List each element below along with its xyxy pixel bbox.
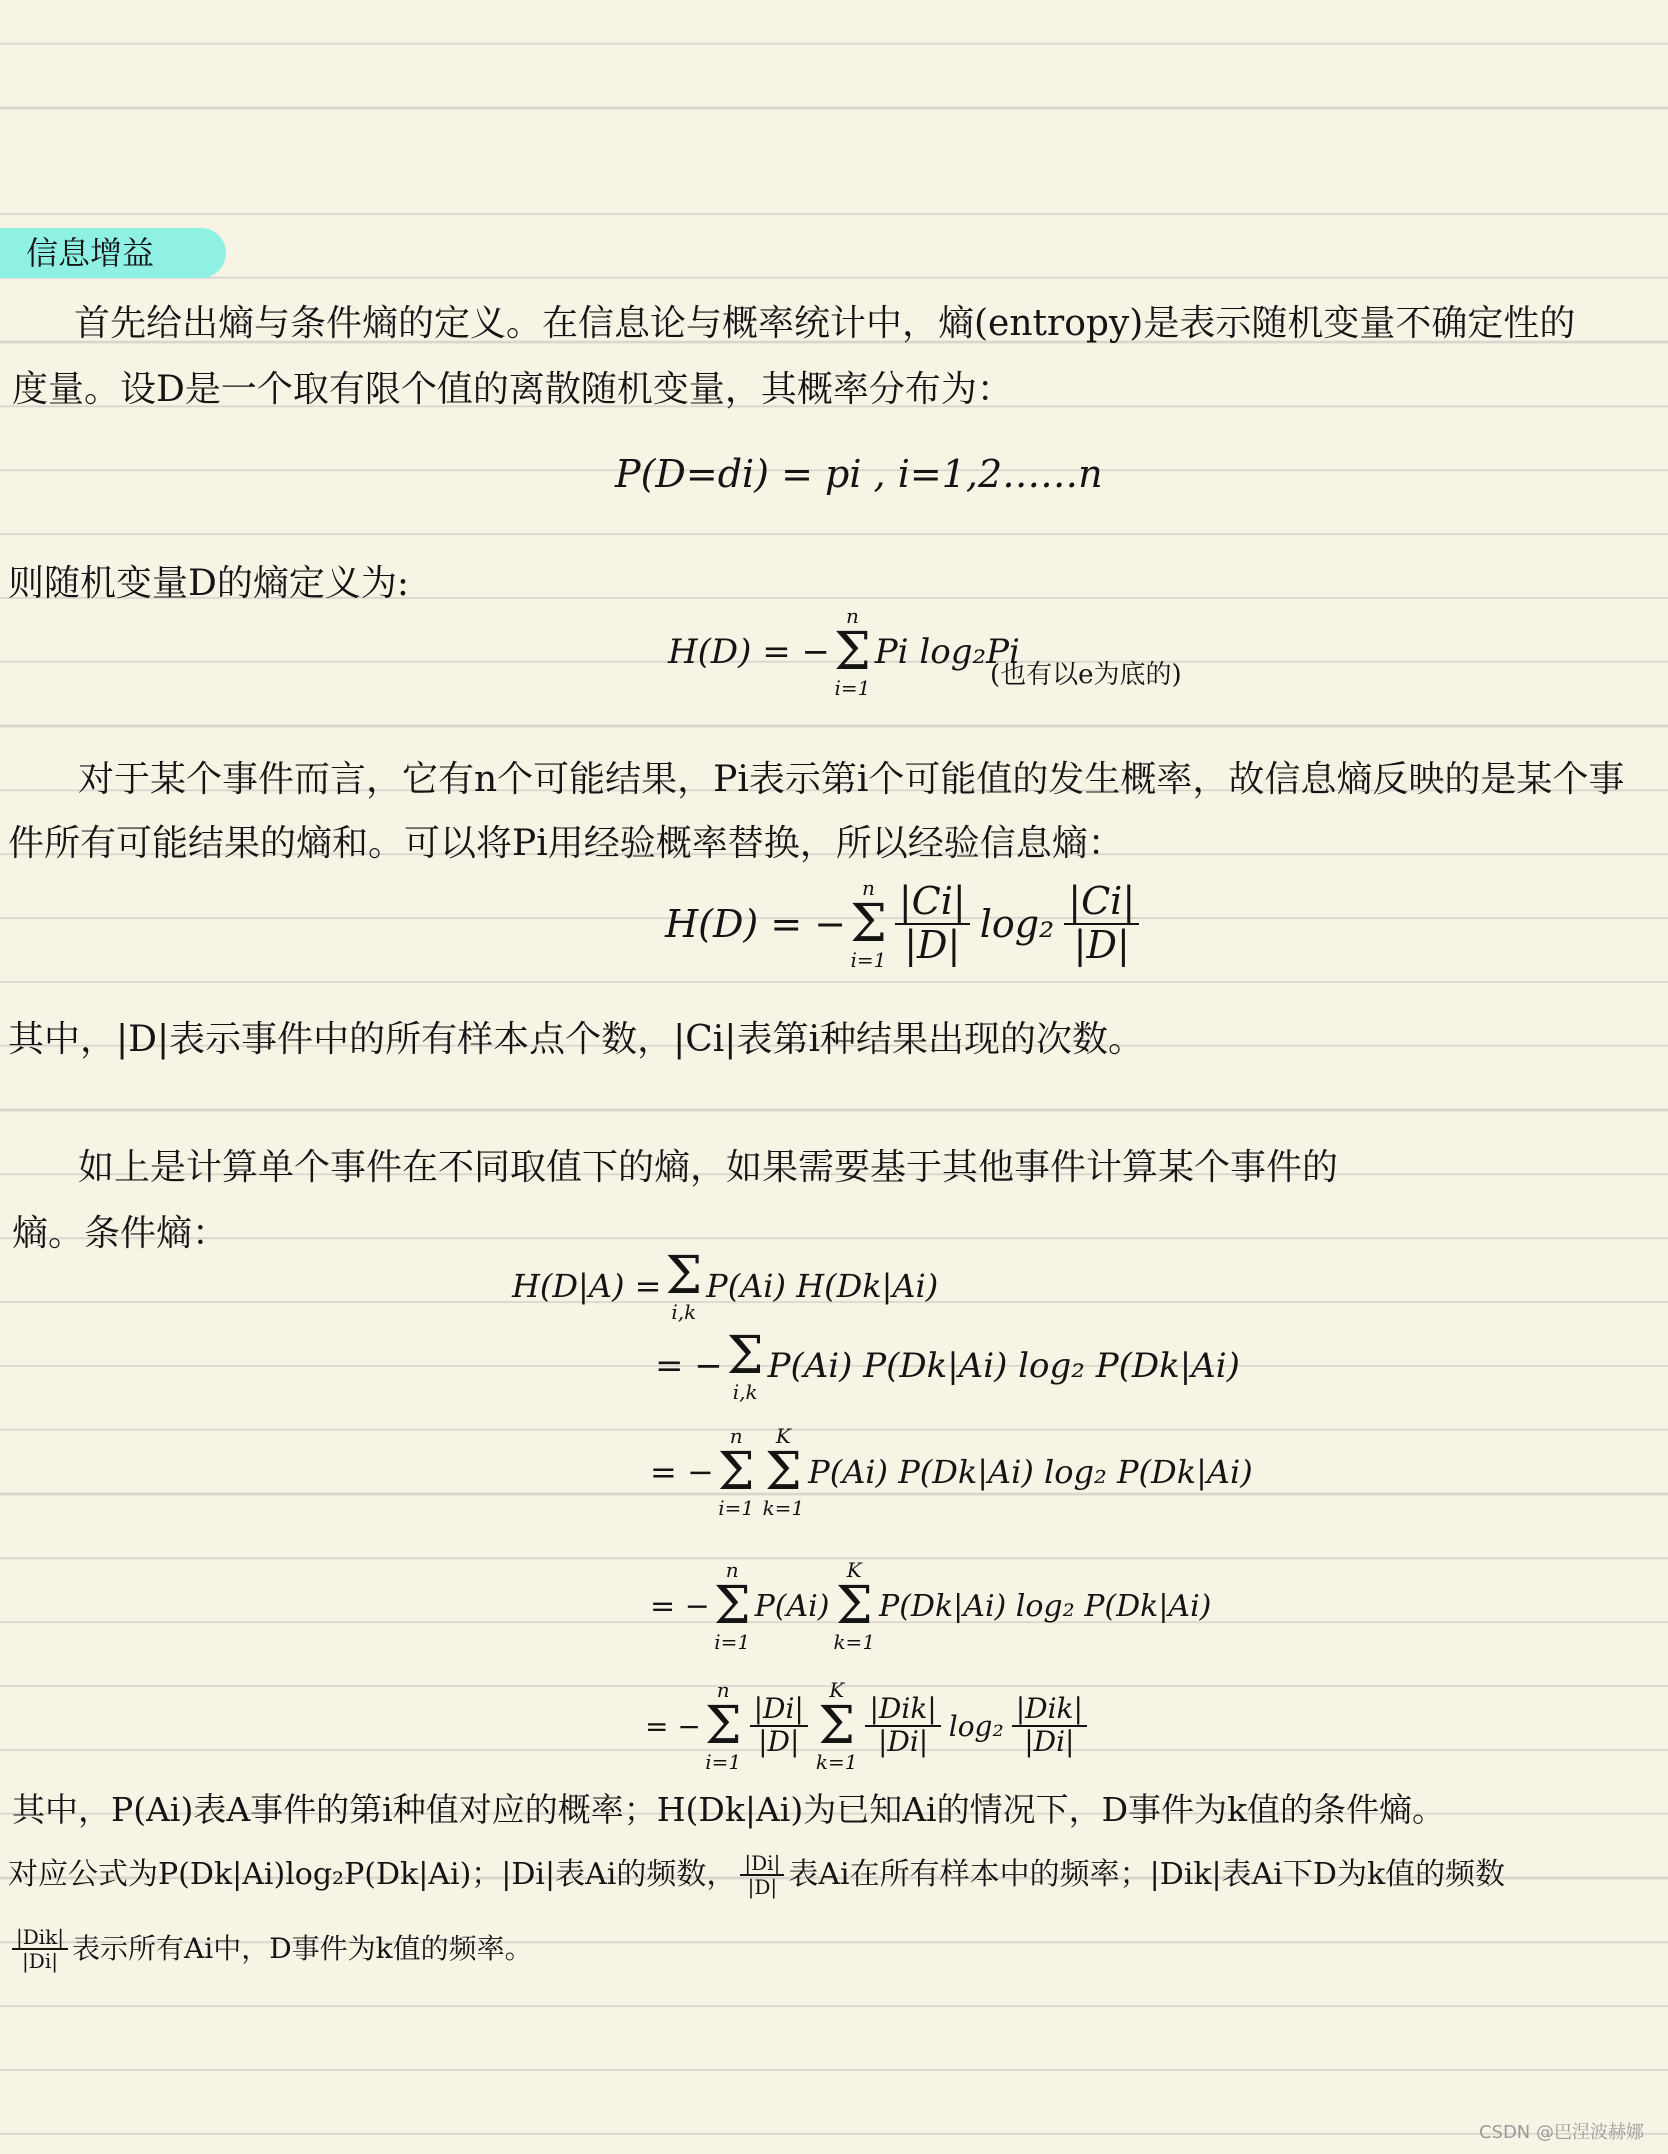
- para-entropy-def: 则随机变量D的熵定义为:: [8, 563, 409, 604]
- eq2-note: (也有以e为底的): [990, 660, 1182, 690]
- eq3-fraction-a: [895, 881, 970, 967]
- sigma-symbol: Σ: [665, 1246, 703, 1306]
- eq4-l4-sum2-bottom: k=1: [833, 1630, 876, 1654]
- para-notation: 其中，|D|表示事件中的所有样本点个数，|Ci|表第i种结果出现的次数。: [8, 1019, 1144, 1060]
- para-explain-line3: [8, 1926, 533, 1972]
- eq4-l5-frac3-den: |Di|: [1024, 1725, 1075, 1758]
- para-conditional-line1: 如上是计算单个事件在不同取值下的熵，如果需要基于其他事件计算某个事件的: [78, 1147, 1339, 1188]
- eq4-l4-sum1-top: n: [725, 1558, 739, 1582]
- sigma-symbol: Σ: [713, 1576, 751, 1636]
- eq3-frac-b-den: |D|: [1073, 923, 1130, 967]
- eq3-frac-a-num: |Ci|: [895, 881, 970, 925]
- watermark: CSDN @巴涅波赫娜: [1478, 2122, 1644, 2143]
- eq4-l1-sum: [665, 1246, 703, 1324]
- para6-l2-a: 对应公式为P(Dk|Ai)log₂P(Dk|Ai)；|Di|表Ai的频数，: [8, 1857, 737, 1892]
- equation-cond-line2: [655, 1326, 1240, 1404]
- eq4-l5-frac1-num: |Di|: [750, 1694, 808, 1727]
- eq2-lhs: H(D) = −: [668, 632, 831, 672]
- eq2-sum: [834, 606, 871, 698]
- eq4-l2-pre: = −: [655, 1346, 723, 1386]
- eq4-l4-pre: = −: [650, 1588, 710, 1624]
- sigma-symbol: Σ: [726, 1326, 764, 1386]
- para6-l3-frac-num: |Dik|: [12, 1926, 68, 1950]
- eq4-l5-sum2-top: K: [829, 1678, 845, 1702]
- eq4-l3-sum2: [763, 1426, 805, 1518]
- equation-cond-line3: [650, 1426, 1253, 1518]
- eq4-l3-sum2-bottom: k=1: [762, 1496, 805, 1520]
- eq4-l4-mid: P(Ai): [754, 1588, 830, 1624]
- eq4-l5-frac3-num: |Dik|: [1012, 1694, 1087, 1727]
- eq4-l2-rhs: P(Ai) P(Dk|Ai) log₂ P(Dk|Ai): [767, 1346, 1240, 1386]
- para6-l2-frac-num: |Di|: [740, 1852, 784, 1876]
- eq2-rhs: Pi log₂Pi: [874, 632, 1020, 672]
- eq4-l5-sum1: [705, 1680, 742, 1772]
- para6-l2-b: 表Ai在所有样本中的频率；|Dik|表Ai下D为k值的频数: [788, 1857, 1506, 1892]
- sigma-symbol: Σ: [717, 1442, 755, 1502]
- eq4-l4-sum2: [833, 1560, 875, 1652]
- eq4-l5-log: log₂: [948, 1709, 1004, 1743]
- para-entropy-intro-line2: 度量。设D是一个取有限个值的离散随机变量，其概率分布为：: [12, 369, 1013, 410]
- eq4-l1-rhs: P(Ai) H(Dk|Ai): [706, 1267, 939, 1305]
- sigma-symbol: Σ: [834, 622, 871, 682]
- eq4-l5-frac1-den: |D|: [758, 1725, 800, 1758]
- eq4-l5-sum1-top: n: [716, 1678, 730, 1702]
- eq4-l3-sum1: [718, 1426, 755, 1518]
- sigma-symbol: Σ: [850, 894, 887, 954]
- eq4-l4-rhs: P(Dk|Ai) log₂ P(Dk|Ai): [879, 1588, 1212, 1624]
- eq4-l1-sum-bottom: i,k: [671, 1300, 697, 1324]
- eq3-sum-top: n: [862, 876, 875, 900]
- eq4-l5-frac2-den: |Di|: [877, 1725, 929, 1758]
- eq3-lhs: H(D) = −: [665, 902, 847, 946]
- para-empirical-line1: 对于某个事件而言，它有n个可能结果，Pi表示第i个可能值的发生概率，故信息熵反映的是某个事: [78, 759, 1625, 800]
- eq4-l3-sum1-bottom: i=1: [718, 1496, 755, 1520]
- eq4-l1-lhs: H(D|A) =: [512, 1267, 662, 1305]
- eq4-l3-pre: = −: [650, 1453, 714, 1491]
- eq4-l5-sum2-bottom: k=1: [815, 1750, 858, 1774]
- eq4-l5-pre: = −: [645, 1709, 701, 1743]
- eq4-l4-sum2-top: K: [846, 1558, 862, 1582]
- eq4-l5-sum2: [816, 1680, 858, 1772]
- para-explain-line1: 其中，P(Ai)表A事件的第i种值对应的概率；H(Dk|Ai)为已知Ai的情况下，D事件为k值的条件熵。: [12, 1790, 1446, 1829]
- eq3-fraction-b: [1064, 881, 1139, 967]
- para6-l3-frac: [12, 1926, 68, 1972]
- equation-distribution: P(D=di) = pi , i=1,2……n: [615, 452, 1103, 496]
- eq4-l3-sum2-top: K: [775, 1424, 791, 1448]
- eq4-l3-sum1-top: n: [729, 1424, 743, 1448]
- para-conditional-line2: 熵。条件熵：: [12, 1213, 229, 1254]
- equation-empirical-entropy: [665, 878, 1143, 970]
- eq4-l5-frac3: [1012, 1694, 1087, 1758]
- eq2-sum-top: n: [845, 604, 859, 628]
- para-entropy-intro-line1: 首先给出熵与条件熵的定义。在信息论与概率统计中，熵(entropy)是表示随机变量不确定性的: [74, 303, 1576, 344]
- section-tag: 信息增益: [0, 228, 226, 278]
- eq4-l2-sum-bottom: i,k: [732, 1380, 758, 1404]
- eq4-l2-sum: [726, 1326, 764, 1404]
- eq4-l5-sum1-bottom: i=1: [705, 1750, 742, 1774]
- eq3-frac-b-num: |Ci|: [1064, 881, 1139, 925]
- eq3-frac-a-den: |D|: [904, 923, 961, 967]
- sigma-symbol: Σ: [704, 1696, 742, 1756]
- eq4-l3-rhs: P(Ai) P(Dk|Ai) log₂ P(Dk|Ai): [808, 1453, 1253, 1491]
- sigma-symbol: Σ: [835, 1576, 873, 1636]
- para-empirical-line2: 件所有可能结果的熵和。可以将Pi用经验概率替换，所以经验信息熵：: [8, 823, 1124, 864]
- sigma-symbol: Σ: [764, 1442, 802, 1502]
- equation-cond-line1: [512, 1246, 939, 1324]
- eq4-l5-frac2-num: |Dik|: [865, 1694, 940, 1727]
- equation-cond-line5: [645, 1680, 1091, 1772]
- equation-entropy: [668, 606, 1020, 698]
- para6-l3-frac-den: |Di|: [22, 1949, 58, 1973]
- equation-cond-line4: [650, 1560, 1211, 1652]
- para6-l2-frac: [740, 1852, 784, 1898]
- eq2-sum-bottom: i=1: [834, 676, 871, 700]
- eq3-sum-bottom: i=1: [850, 948, 887, 972]
- sigma-symbol: Σ: [818, 1696, 856, 1756]
- eq4-l5-frac2: [865, 1694, 940, 1758]
- eq4-l4-sum1-bottom: i=1: [714, 1630, 751, 1654]
- eq4-l5-frac1: [750, 1694, 808, 1758]
- para6-l2-frac-den: |D|: [747, 1875, 778, 1899]
- eq3-log: log₂: [979, 902, 1055, 946]
- para6-l3-text: 表示所有Ai中，D事件为k值的频率。: [72, 1932, 533, 1966]
- eq4-l4-sum1: [714, 1560, 751, 1652]
- eq3-sum: [850, 878, 887, 970]
- para-explain-line2: [8, 1852, 1505, 1898]
